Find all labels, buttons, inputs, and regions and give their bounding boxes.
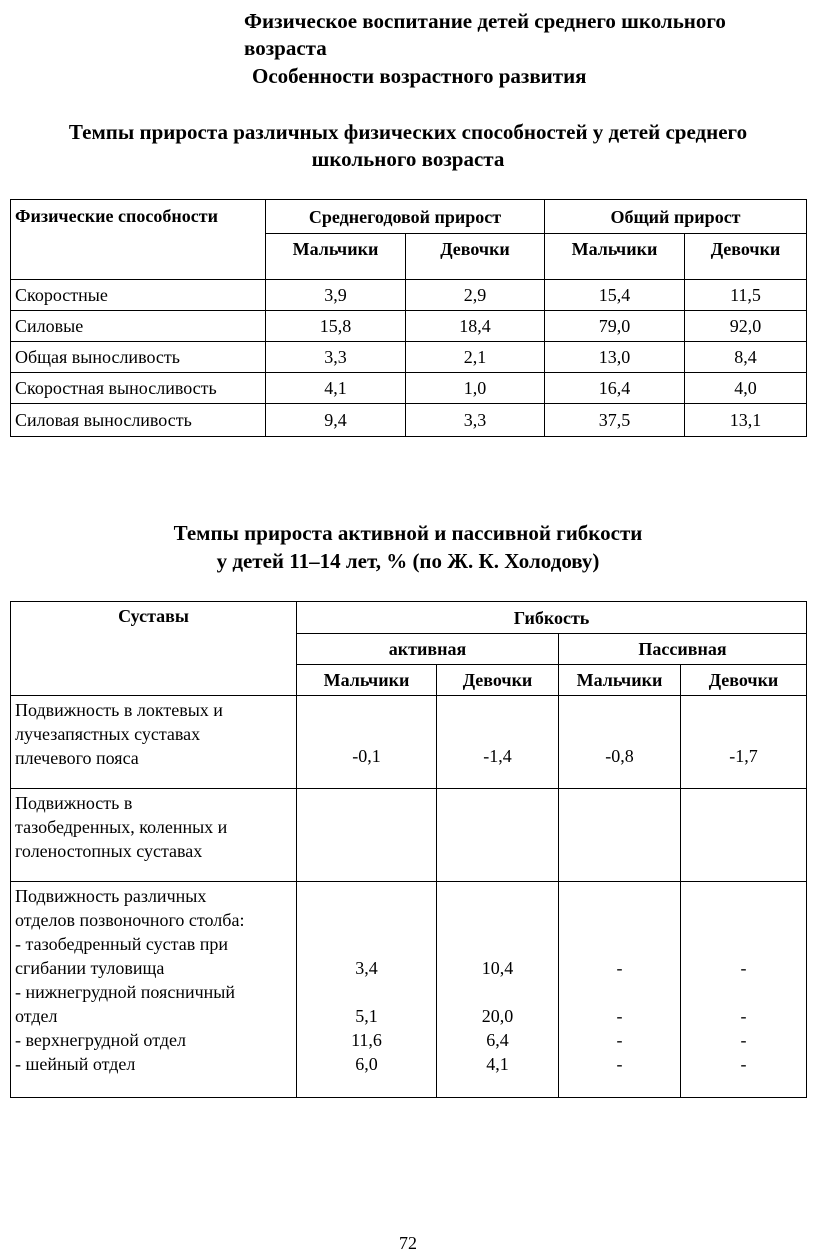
value-cell: 2,9 (406, 280, 545, 311)
joint-name-line: - нижнегрудной поясничный (15, 982, 235, 1002)
joint-name-line: тазобедренных, коленных и (15, 817, 228, 837)
value-cell: 9,4 (266, 404, 406, 437)
table1-title-line-2: школьного возраста (311, 147, 505, 171)
value-cell: - (740, 1030, 747, 1050)
table-row (11, 373, 807, 404)
value-cell: -0,1 (297, 696, 437, 789)
value-cell: 79,0 (545, 311, 685, 342)
value-cell: - (740, 1054, 747, 1074)
col-header-annual-gain: Среднегодовой прирост (266, 200, 545, 234)
value-cell: 6,0 (355, 1054, 378, 1074)
sub-header-girls: Девочки (406, 234, 545, 280)
joint-name-line: сгибании туловища (15, 958, 165, 978)
ability-name: Силовые (11, 311, 266, 342)
value-cell: 1,0 (406, 373, 545, 404)
col-header-total-gain: Общий прирост (545, 200, 807, 234)
value-cell: 13,0 (545, 342, 685, 373)
joint-name-line: Подвижность различных (15, 886, 207, 906)
table-row (11, 789, 807, 882)
ability-name: Общая выносливость (11, 342, 266, 373)
sub-header-boys: Мальчики (297, 665, 437, 696)
joint-name (11, 789, 297, 882)
col-header-ability: Физические способности (11, 200, 266, 280)
value-cell: - (740, 958, 747, 978)
table2-title-line-2: у детей 11–14 лет, % (по Ж. К. Холодову) (216, 549, 600, 573)
value-cell: 4,1 (266, 373, 406, 404)
empty-cell (297, 789, 437, 882)
value-cell: 15,8 (266, 311, 406, 342)
sub-header-girls: Девочки (685, 234, 807, 280)
value-cell: 16,4 (545, 373, 685, 404)
table-row (11, 342, 807, 373)
joint-name (11, 882, 297, 1098)
col-header-joints: Суставы (11, 602, 297, 696)
value-cell: 3,4 (355, 958, 378, 978)
value-cell: 18,4 (406, 311, 545, 342)
value-cell: - (616, 1054, 623, 1074)
table-row (11, 696, 807, 789)
empty-cell (681, 789, 807, 882)
sub-header-girls: Девочки (681, 665, 807, 696)
joint-name-line: - тазобедренный сустав при (15, 934, 228, 954)
table2-title-line-1: Темпы прироста активной и пассивной гибкости (173, 521, 643, 545)
joint-name-line: Подвижность в локтевых и (15, 700, 223, 720)
value-cell: -1,4 (437, 696, 559, 789)
table-row (11, 280, 807, 311)
table1-title-line-1: Темпы прироста различных физических способностей у детей среднего (68, 120, 748, 144)
empty-cell (559, 789, 681, 882)
value-cell: - (616, 1006, 623, 1026)
table-row (11, 882, 807, 1098)
value-cell: 4,1 (486, 1054, 509, 1074)
abilities-table (10, 199, 807, 437)
value-cell: -1,7 (681, 696, 807, 789)
value-cell: 3,9 (266, 280, 406, 311)
value-cell: 10,4 (481, 958, 514, 978)
value-cell: 3,3 (406, 404, 545, 437)
joint-name-line: отделов позвоночного столба: (15, 910, 245, 930)
sub-header-boys: Мальчики (266, 234, 406, 280)
value-cell: 4,0 (685, 373, 807, 404)
joint-name-line: отдел (15, 1006, 58, 1026)
col-header-flexibility: Гибкость (297, 602, 807, 634)
value-cell: 13,1 (685, 404, 807, 437)
value-cell: 11,6 (351, 1030, 382, 1050)
value-cell: - (616, 958, 623, 978)
value-cell: 6,4 (486, 1030, 509, 1050)
sub-header-boys: Мальчики (559, 665, 681, 696)
value-column (297, 882, 437, 1098)
ability-name: Силовая выносливость (11, 404, 266, 437)
sub-header-boys: Мальчики (545, 234, 685, 280)
value-cell: - (740, 1006, 747, 1026)
value-column (437, 882, 559, 1098)
value-cell: 37,5 (545, 404, 685, 437)
value-cell: 5,1 (355, 1006, 378, 1026)
value-column (559, 882, 681, 1098)
table-row (11, 404, 807, 437)
header-line-1: Физическое воспитание детей среднего школьного (244, 9, 726, 33)
value-cell: 20,0 (481, 1006, 514, 1026)
joint-name-line: - шейный отдел (15, 1054, 136, 1074)
value-column (681, 882, 807, 1098)
value-cell: -0,8 (559, 696, 681, 789)
joint-name-line: лучезапястных суставах (15, 724, 201, 744)
col-header-passive: Пассивная (559, 634, 807, 665)
joint-name-line: - верхнегрудной отдел (15, 1030, 186, 1050)
col-header-active: активная (297, 634, 559, 665)
value-cell: 8,4 (685, 342, 807, 373)
value-cell: 2,1 (406, 342, 545, 373)
value-cell: 3,3 (266, 342, 406, 373)
header-line-2: возраста (244, 36, 327, 60)
ability-name: Скоростные (11, 280, 266, 311)
joint-name-line: голеностопных суставах (15, 841, 203, 861)
empty-cell (437, 789, 559, 882)
ability-name: Скоростная выносливость (11, 373, 266, 404)
page-number: 72 (399, 1233, 417, 1253)
flexibility-table (10, 601, 807, 1098)
value-cell: 92,0 (685, 311, 807, 342)
joint-name-line: Подвижность в (15, 793, 133, 813)
value-cell: - (616, 1030, 623, 1050)
value-cell: 15,4 (545, 280, 685, 311)
joint-name-line: плечевого пояса (15, 748, 139, 768)
table-row (11, 311, 807, 342)
joint-name (11, 696, 297, 789)
sub-header-girls: Девочки (437, 665, 559, 696)
value-cell: 11,5 (685, 280, 807, 311)
header-line-3: Особенности возрастного развития (252, 64, 587, 88)
